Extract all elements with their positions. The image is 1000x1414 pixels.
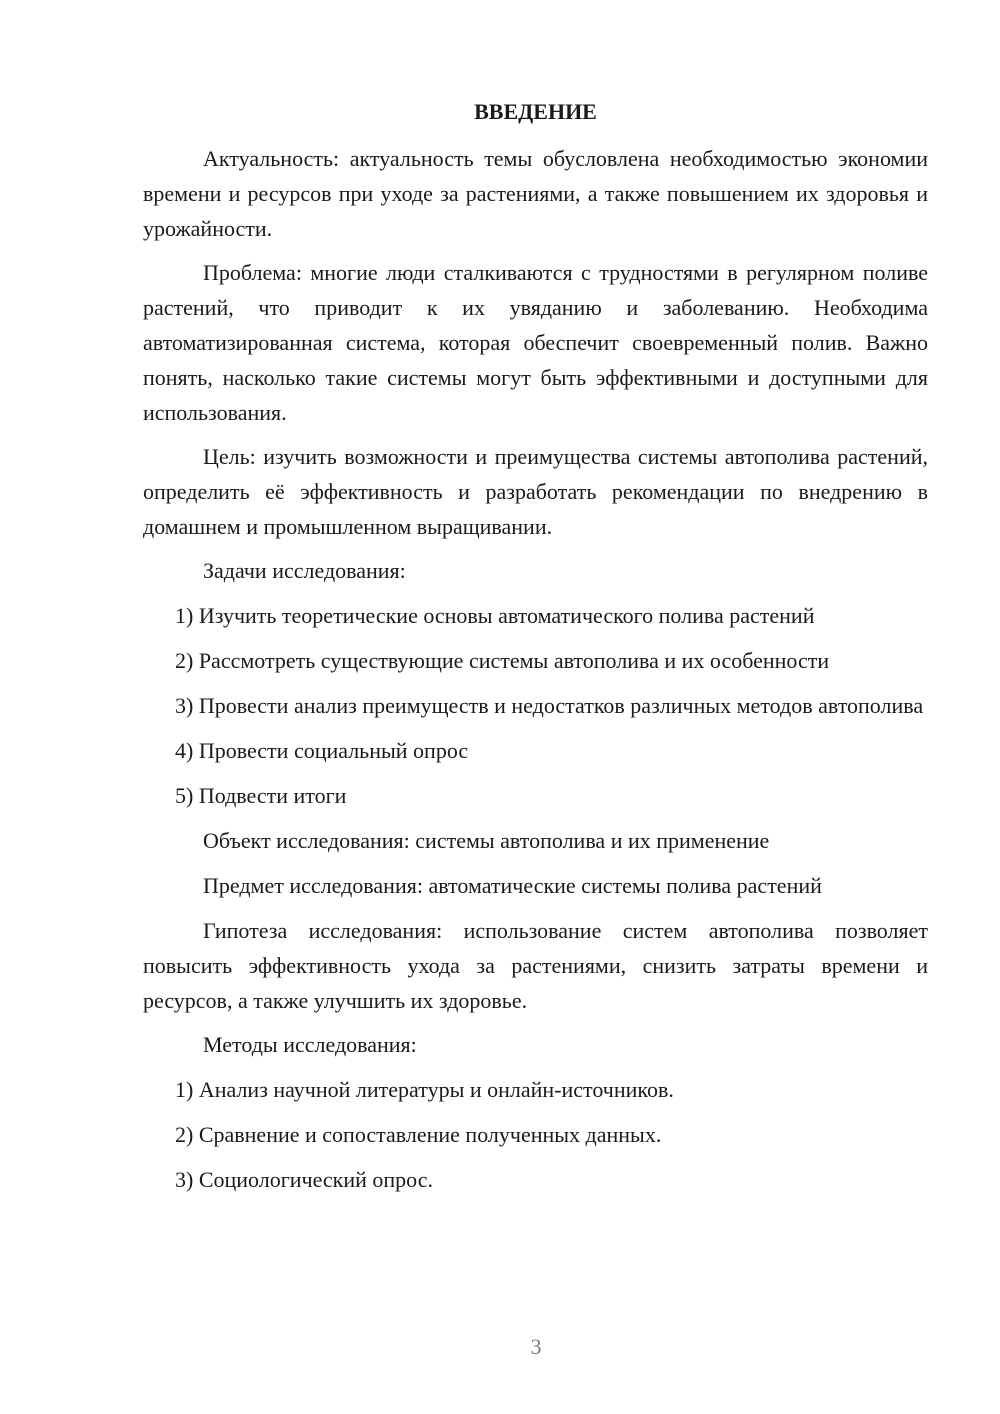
method-item: 3) Социологический опрос. xyxy=(175,1167,433,1192)
tasks-title: Задачи исследования: xyxy=(203,558,406,583)
section-heading: ВВЕДЕНИЕ xyxy=(474,99,597,124)
goal-paragraph: Цель: изучить возможности и преимущества системы автополива растений, определить её эффективность и разработать рекомендации по внедрению в домашнем и промышленном выращивании. xyxy=(143,444,928,539)
page-content xyxy=(143,94,928,1207)
task-item: 1) Изучить теоретические основы автоматического полива растений xyxy=(175,603,815,628)
method-item: 1) Анализ научной литературы и онлайн-источников. xyxy=(175,1077,674,1102)
hypothesis-paragraph: Гипотеза исследования: использование систем автополива позволяет повысить эффективность ухода за растениями, снизить затраты времени и ресурсов, а также улучшить их здоровье. xyxy=(143,918,928,1013)
research-subject: Предмет исследования: автоматические системы полива растений xyxy=(203,873,822,898)
task-item: 4) Провести социальный опрос xyxy=(175,738,469,763)
problem-paragraph: Проблема: многие люди сталкиваются с трудностями в регулярном поливе растений, что приводит к их увяданию и заболеванию. Необходима автоматизированная система, которая обеспечит своевременный полив. Важно понять, насколько такие системы могут быть эффективными и доступными для использования. xyxy=(143,260,928,425)
page-number: 3 xyxy=(530,1334,542,1359)
relevance-paragraph: Актуальность: актуальность темы обусловлена необходимостью экономии времени и ресурсов при уходе за растениями, а также повышением их здоровья и урожайности. xyxy=(143,146,928,241)
method-item: 2) Сравнение и сопоставление полученных данных. xyxy=(175,1122,662,1147)
task-item: 2) Рассмотреть существующие системы автополива и их особенности xyxy=(175,648,830,673)
methods-title: Методы исследования: xyxy=(203,1032,417,1057)
task-item: 5) Подвести итоги xyxy=(175,783,347,808)
task-item: 3) Провести анализ преимуществ и недостатков различных методов автополива xyxy=(175,693,924,718)
research-object: Объект исследования: системы автополива и их применение xyxy=(203,828,770,853)
